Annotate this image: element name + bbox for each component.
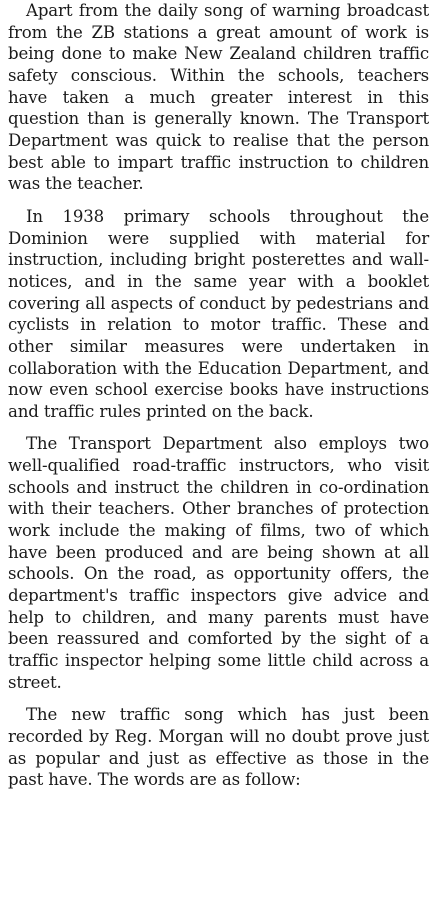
paragraph-school-material: In 1938 primary schools throughout the Dominion were supplied with material for instruction, including bright posterettes and wall-notices, and in the same year with a booklet covering all aspects of conduct by pedestrians and cyclists in relation to motor traffic. These and other similar measures were undertaken in collaboration with the Education Department, and now even school exercise books have instructions and traffic rules printed on the back. [8, 206, 429, 421]
paragraph-traffic-instructors: The Transport Department also employs two well-qualified road-traffic instructors, who visit schools and instruct the children in co-ordination with their teachers. Other branches of protection work include the making of films, two of which have been produced and are being shown at all schools. On the road, as opportunity offers, the department's traffic inspectors give advice and help to children, and many parents must have been reassured and comforted by the sight of a traffic inspector helping some little child across a street. [8, 434, 429, 692]
paragraph-new-traffic-song: The new traffic song which has just been recorded by Reg. Morgan will no doubt prove just as popular and just as effective as those in the past have. The words are as follow: [8, 705, 429, 790]
paragraph-broadcast-warning: Apart from the daily song of warning broadcast from the ZB stations a great amount of work is being done to make New Zealand children traffic safety conscious. Within the schools, teachers have taken a much greater interest in this question than is generally known. The Transport Department was quick to realise that the person best able to impart traffic instruction to children was the teacher. [8, 1, 429, 194]
